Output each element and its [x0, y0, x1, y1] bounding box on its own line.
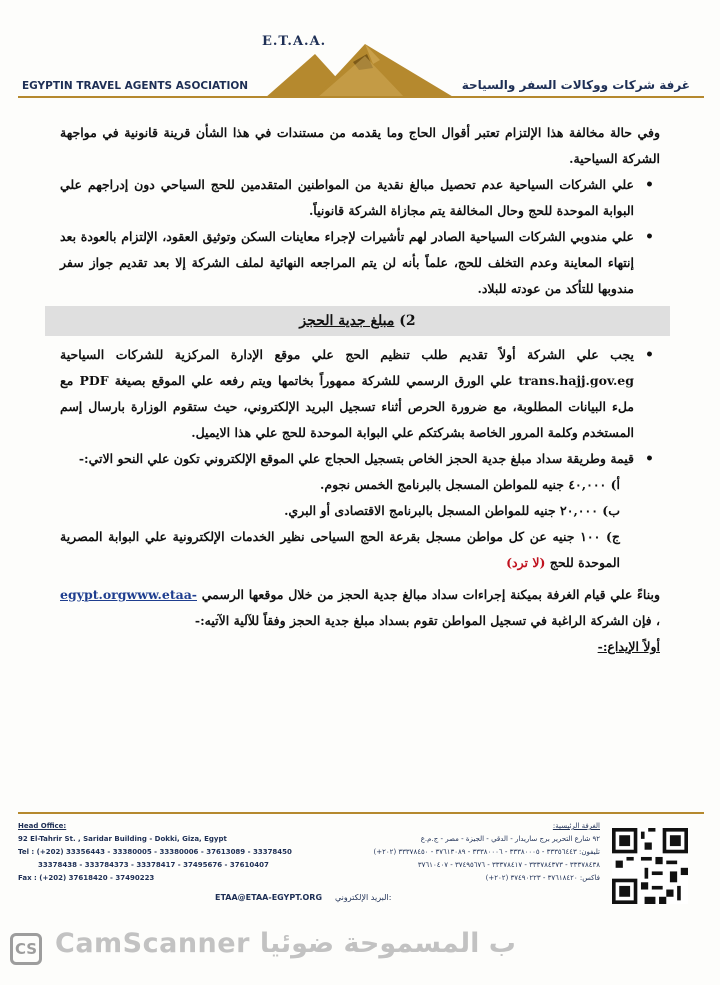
footer-contact-en	[18, 820, 318, 885]
bullet-text: يجب علي الشركة أولاً تقديم طلب تنظيم الحج علي موقع الإدارة المركزية للشركات السياحية	[60, 347, 634, 362]
head-office-label: Head Office:	[18, 822, 67, 830]
paragraph: وفي حالة مخالفة هذا الإلتزام تعتبر أقوال الحاج وما يقدمه من مستندات في هذا الشأن قرينة قانونية في مواجهة الشركة السياحية.	[60, 125, 660, 166]
association-abbr: E.T.A.A.	[262, 34, 327, 49]
tel-en-cont: 33378438 - 333784373 - 33378417 - 37495676 - 37610407	[38, 861, 269, 869]
bullet-text: مع ملء البيانات المطلوبة، مع ضرورة الحرص أثناء تسجيل البريد الإلكتروني، حيث ستقوم الوزارة بارسال إسم المستخدم وكلمة المرور الخاصة بشركتكم علي البوابة الموحدة للحج علي هذا الايميل.	[60, 373, 634, 440]
footer-divider	[18, 812, 704, 814]
watermark-text: CamScanner ب المسموحة ضوئيا	[55, 928, 516, 959]
website-link-cont[interactable]: egypt.org	[60, 587, 127, 602]
fax-ar: فاكس: ٣٧٦١٨٤٢٠ - ٣٧٤٩٠٢٢٣ (٢٠٢+)	[485, 874, 600, 882]
head-office-label-ar: الغرفة الرئيسية:	[552, 822, 600, 830]
fee-item-text: ج) ١٠٠ جنيه عن كل مواطن مسجل بقرعة الحج السياحى نظير الخدمات الإلكترونية علي البوابة المصرية الموحدة للحج	[60, 529, 620, 570]
header-divider	[18, 96, 704, 98]
tel-ar-cont: ٣٣٣٧٨٤٣٨ - ٣٣٣٧٨٤٣٧٣ - ٣٣٣٧٨٤١٧ - ٣٧٤٩٥٦٧٦ - ٣٧٦١٠٤٠٧	[417, 861, 600, 869]
camscanner-logo-icon: CS	[10, 933, 42, 965]
non-refundable-note: (لا ترد)	[506, 555, 546, 570]
subheading-deposit: أولاً الإيداع:-	[597, 639, 660, 654]
email-label-ar: البريد الإلكتروني:	[335, 893, 392, 902]
format-label: PDF	[79, 373, 109, 388]
bullet-item: • علي الشركات السياحية عدم تحصيل مبالغ نقدية من المواطنين المتقدمين للحج السياحي دون إدراجهم علي البوابة الموحدة للحج وحال المخالفة يتم مجازاة الشركة قانونياً.	[60, 172, 660, 224]
fee-item-c	[60, 524, 660, 576]
section-title: مبلغ جدية الحجز	[299, 313, 395, 329]
footer-contact-ar	[330, 820, 600, 885]
tel-en: Tel : (+202) 33356443 - 33380005 - 33380006 - 37613089 - 33378450	[18, 848, 292, 856]
association-name-ar: غرفة شركات ووكالات السفر والسياحة	[461, 78, 690, 92]
section-heading	[45, 306, 670, 336]
address-en: 92 El-Tahrir St. , Saridar Building - Dokki, Giza, Egypt	[18, 835, 227, 843]
bullet-item: • قيمة وطريقة سداد مبلغ جدية الحجز الخاص بتسجيل الحجاج علي الموقع الإلكتروني تكون علي النحو الاتي:-	[60, 446, 660, 472]
website-link[interactable]: www.etaa-	[126, 587, 197, 602]
site-url: trans.hajj.gov.eg	[518, 373, 634, 388]
qr-code-icon	[612, 828, 688, 904]
paragraph-text: وبناءً علي قيام الغرفة بميكنة إجراءات سداد مبالغ جدية الحجز من خلال موقعها الرسمي	[201, 587, 660, 602]
fee-item-b: ب) ٢٠,٠٠٠ جنيه للمواطن المسجل بالبرنامج الاقتصادى أو البري.	[284, 503, 620, 518]
paragraph	[60, 582, 660, 634]
section-number: 2)	[399, 313, 416, 329]
association-name-en: EGYPTIN TRAVEL AGENTS ASOCIATION	[22, 80, 249, 92]
document-body	[60, 120, 660, 660]
email-address: ETAA@ETAA-EGYPT.ORG	[215, 893, 323, 902]
fax-en: Fax : (+202) 37618420 - 37490223	[18, 874, 155, 882]
tel-ar: تليفون: ٣٣٣٥٦٤٤٣ - ٣٣٣٨٠٠٠٥ - ٣٣٣٨٠٠٠٦ - ٣٧٦١٣٠٨٩ - ٣٣٣٧٨٤٥٠ (٢٠٢+)	[373, 848, 600, 856]
fee-item-a: أ) ٤٠,٠٠٠ جنيه للمواطن المسجل بالبرنامج الخمس نجوم.	[320, 477, 620, 492]
pyramids-logo	[255, 40, 460, 102]
paragraph-text: ، فإن الشركة الراغبة في تسجيل المواطن تقوم بسداد مبلغ جدية الحجز وفقاً للآلية الآتيه:-	[194, 613, 660, 628]
bullet-item	[60, 342, 660, 446]
letterhead	[0, 0, 720, 115]
bullet-text: علي الورق الرسمي للشركة ممهوراً بخاتمها ويتم رفعه علي الموقع بصيغة	[114, 373, 513, 388]
scanner-watermark	[0, 922, 720, 972]
address-ar: ٩٢ شارع التحرير برج ساريدار - الدقي - الجيزة - مصر - ج.م.ع	[420, 835, 600, 843]
bullet-item: • علي مندوبي الشركات السياحية الصادر لهم تأشيرات لإجراء معاينات السكن وتوثيق العقود، الإلتزام بالعودة بعد إنتهاء المعاينة وعدم التخلف للحج، علماً بأنه لن يتم المراجعه النهائية لملف الشركة إلا بعد تقديم جواز سفر مندوبها للتأكد من عودته للبلاد.	[60, 224, 660, 302]
